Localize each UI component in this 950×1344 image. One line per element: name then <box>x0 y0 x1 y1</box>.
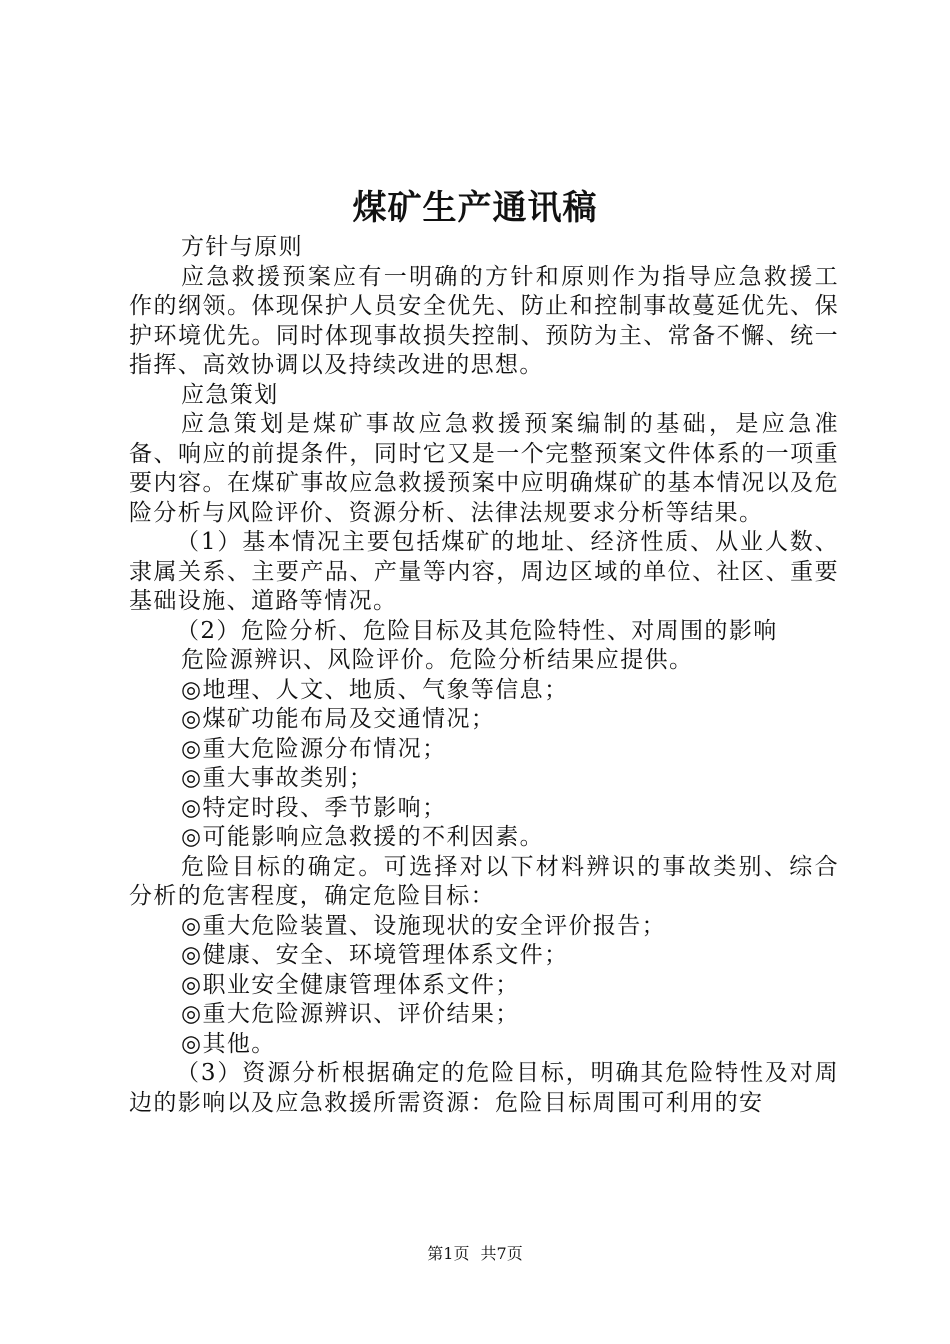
list-item: ◎健康、安全、环境管理体系文件； <box>181 942 569 968</box>
list-item: ◎重大危险源分布情况； <box>181 735 447 762</box>
paragraph-target-determination: 危险目标的确定。可选择对以下材料辨识的事故类别、综合分析的危害程度，确定危险目标： <box>129 853 839 909</box>
list-item: ◎重大事故类别； <box>181 765 374 791</box>
page-footer <box>0 1243 950 1265</box>
list-item: ◎特定时段、季节影响； <box>181 794 447 821</box>
list-item: ◎职业安全健康管理体系文件； <box>181 971 520 998</box>
page-total: 共7页 <box>480 1244 523 1263</box>
paragraph-hazard-identification: 危险源辨识、风险评价。危险分析结果应提供。 <box>181 647 694 673</box>
list-item: ◎其他。 <box>181 1030 276 1057</box>
paragraph-principles: 应急救援预案应有一明确的方针和原则作为指导应急救援工作的纲领。体现保护人员安全优先、防止和控制事故蔓延优先、保护环境优先。同时体现事故损失控制、预防为主、常备不懈、统一指挥、高效协调以及持续改进的思想。 <box>129 263 839 378</box>
paragraph-planning: 应急策划是煤矿事故应急救援预案编制的基础，是应急准备、响应的前提条件，同时它又是一个完整预案文件体系的一项重要内容。在煤矿事故应急救援预案中应明确煤矿的基本情况以及危险分析与风险评价、资源分析、法律法规要求分析等结果。 <box>129 411 839 526</box>
section-heading-planning: 应急策划 <box>181 381 279 408</box>
paragraph-risk-analysis-heading: （2）危险分析、危险目标及其危险特性、对周围的影响 <box>176 617 778 644</box>
paragraph-basic-info: （1）基本情况主要包括煤矿的地址、经济性质、从业人数、隶属关系、主要产品、产量等内容，周边区域的单位、社区、重要基础设施、道路等情况。 <box>129 529 839 614</box>
list-item: ◎煤矿功能布局及交通情况； <box>181 706 496 732</box>
document-body <box>129 233 839 1118</box>
page-number: 第1页 <box>427 1244 470 1263</box>
list-item: ◎地理、人文、地质、气象等信息； <box>181 676 569 703</box>
document-title: 煤矿生产通讯稿 <box>352 188 598 228</box>
paragraph-resource-analysis: （3）资源分析根据确定的危险目标，明确其危险特性及对周边的影响以及应急救援所需资源：危险目标周围可利用的安 <box>129 1060 839 1116</box>
list-item: ◎重大危险装置、设施现状的安全评价报告； <box>181 912 667 939</box>
list-item: ◎重大危险源辨识、评价结果； <box>181 1001 520 1027</box>
list-item: ◎可能影响应急救援的不利因素。 <box>181 824 545 850</box>
section-heading-principles: 方针与原则 <box>181 234 303 260</box>
